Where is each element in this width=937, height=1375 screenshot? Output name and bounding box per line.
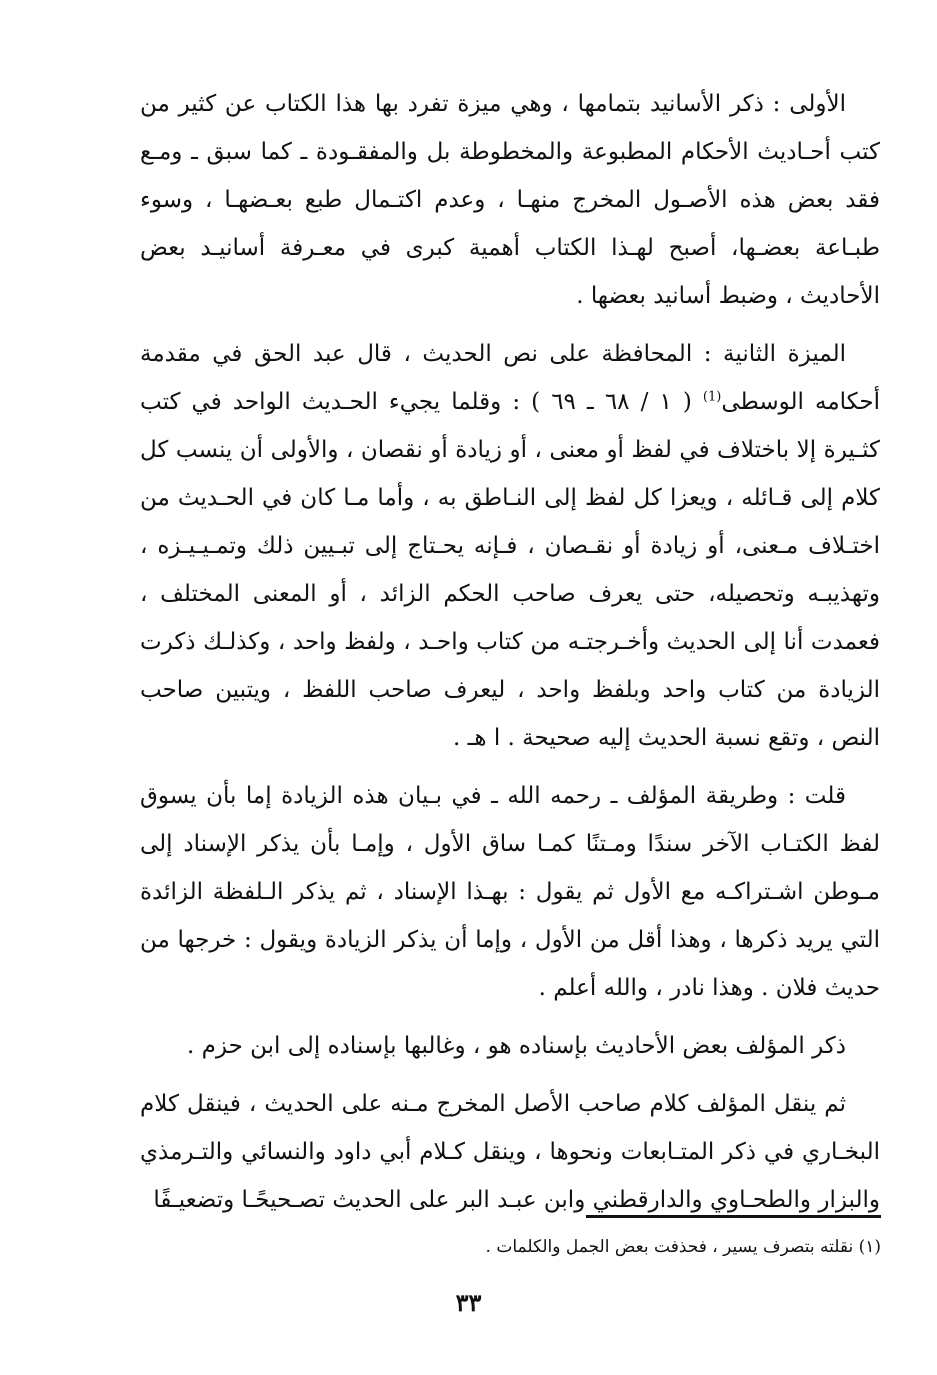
footnote-text: (١) نقلته بتصرف يسير ، فحذفت بعض الجمل والكلمات .	[485, 1237, 881, 1257]
paragraph-author-isnad: ذكر المؤلف بعض الأحاديث بإسناده هو ، وغالبها بإسناده إلى ابن حزم .	[187, 1033, 846, 1059]
page-number: ٣٣	[455, 1288, 482, 1317]
main-text	[140, 80, 880, 1234]
paragraph-author-quotes: ثم ينقل المؤلف كلام صاحب الأصل المخرج مـنه على الحديث ، فينقل كلام البخـاري في ذكر المتـابعات ونحوها ، وينقل كـلام أبي داود والنسائي والتـرمذي والبزار والطحـاوي والدارقطني وابن عبـد البر على الحديث تصـحيحًـا وتضعيـفًا	[140, 1091, 880, 1213]
paragraph-second-feature-start: الميزة الثانية : المحافظة على نص الحديث ، قال عبد الحق في مقدمة أحكامه الوسطى	[140, 341, 880, 415]
footnote-reference[interactable]: (1)	[702, 389, 722, 405]
paragraph-second-feature-rest: ( ١ / ٦٨ ـ ٦٩ ) : وقلما يجيء الحـديث الواحد في كتب كثـيرة إلا باختلاف في لفظ أو معنى ، أو زيادة أو نقصان ، والأولى أن ينسب كل كلام إلى قـائله ، ويعزا كل لفظ إلى النـاطق به ، وأما مـا كان في الحـديث من اختـلاف مـعنى، أو زيادة أو نقـصان ، فـإنه يحـتاج إلى تبـيين ذلك وتمـيـيـزه ، وتهذيبـه وتحصيله، حتى يعرف صاحب الحكم الزائد ، أو المعنى المختلف ، فعمدت أنا إلى الحديث وأخـرجتـه من كتاب واحـد ، ولفظ واحد ، وكذلـك ذكرت الزيادة من كتاب واحد وبلفظ واحد ، ليعرف صاحب اللفظ ، ويتبين صاحب النص ، وتقع نسبة الحديث إليه صحيحة . ا هـ .	[140, 389, 880, 751]
footnote-divider	[586, 1215, 881, 1218]
paragraph-second-feature	[140, 330, 880, 762]
paragraph-first-feature: الأولى : ذكر الأسانيد بتمامها ، وهي ميزة تفرد بها هذا الكتاب عن كثير من كتب أحـاديث الأحكام المطبوعة والمخطوطة بل والمفقـودة ـ كما سبق ـ ومـع فقد بعض هذه الأصـول المخرج منهـا ، وعدم اكتـمال طبع بعـضهـا ، وسوء طبـاعة بعضـها، أصبح لهـذا الكتاب أهمية كبرى في معـرفة أسانيـد بعض الأحاديث ، وضبط أسانيد بعضها .	[140, 91, 880, 309]
paragraph-author-method: قلت : وطريقة المؤلف ـ رحمه الله ـ في بـيان هذه الزيادة إما بأن يسوق لفظ الكتـاب الآخر سندًا ومـتنًا كمـا ساق الأول ، وإمـا بأن يذكر الإسناد إلى مـوطن اشـتراكـه مع الأول ثم يقول : بهـذا الإسناد ، ثم يذكر الـلفظة الزائدة التي يريد ذكرها ، وهذا أقل من الأول ، وإما أن يذكر الزيادة ويقول : خرجها من حديث فلان . وهذا نادر ، والله أعلم .	[140, 783, 880, 1001]
